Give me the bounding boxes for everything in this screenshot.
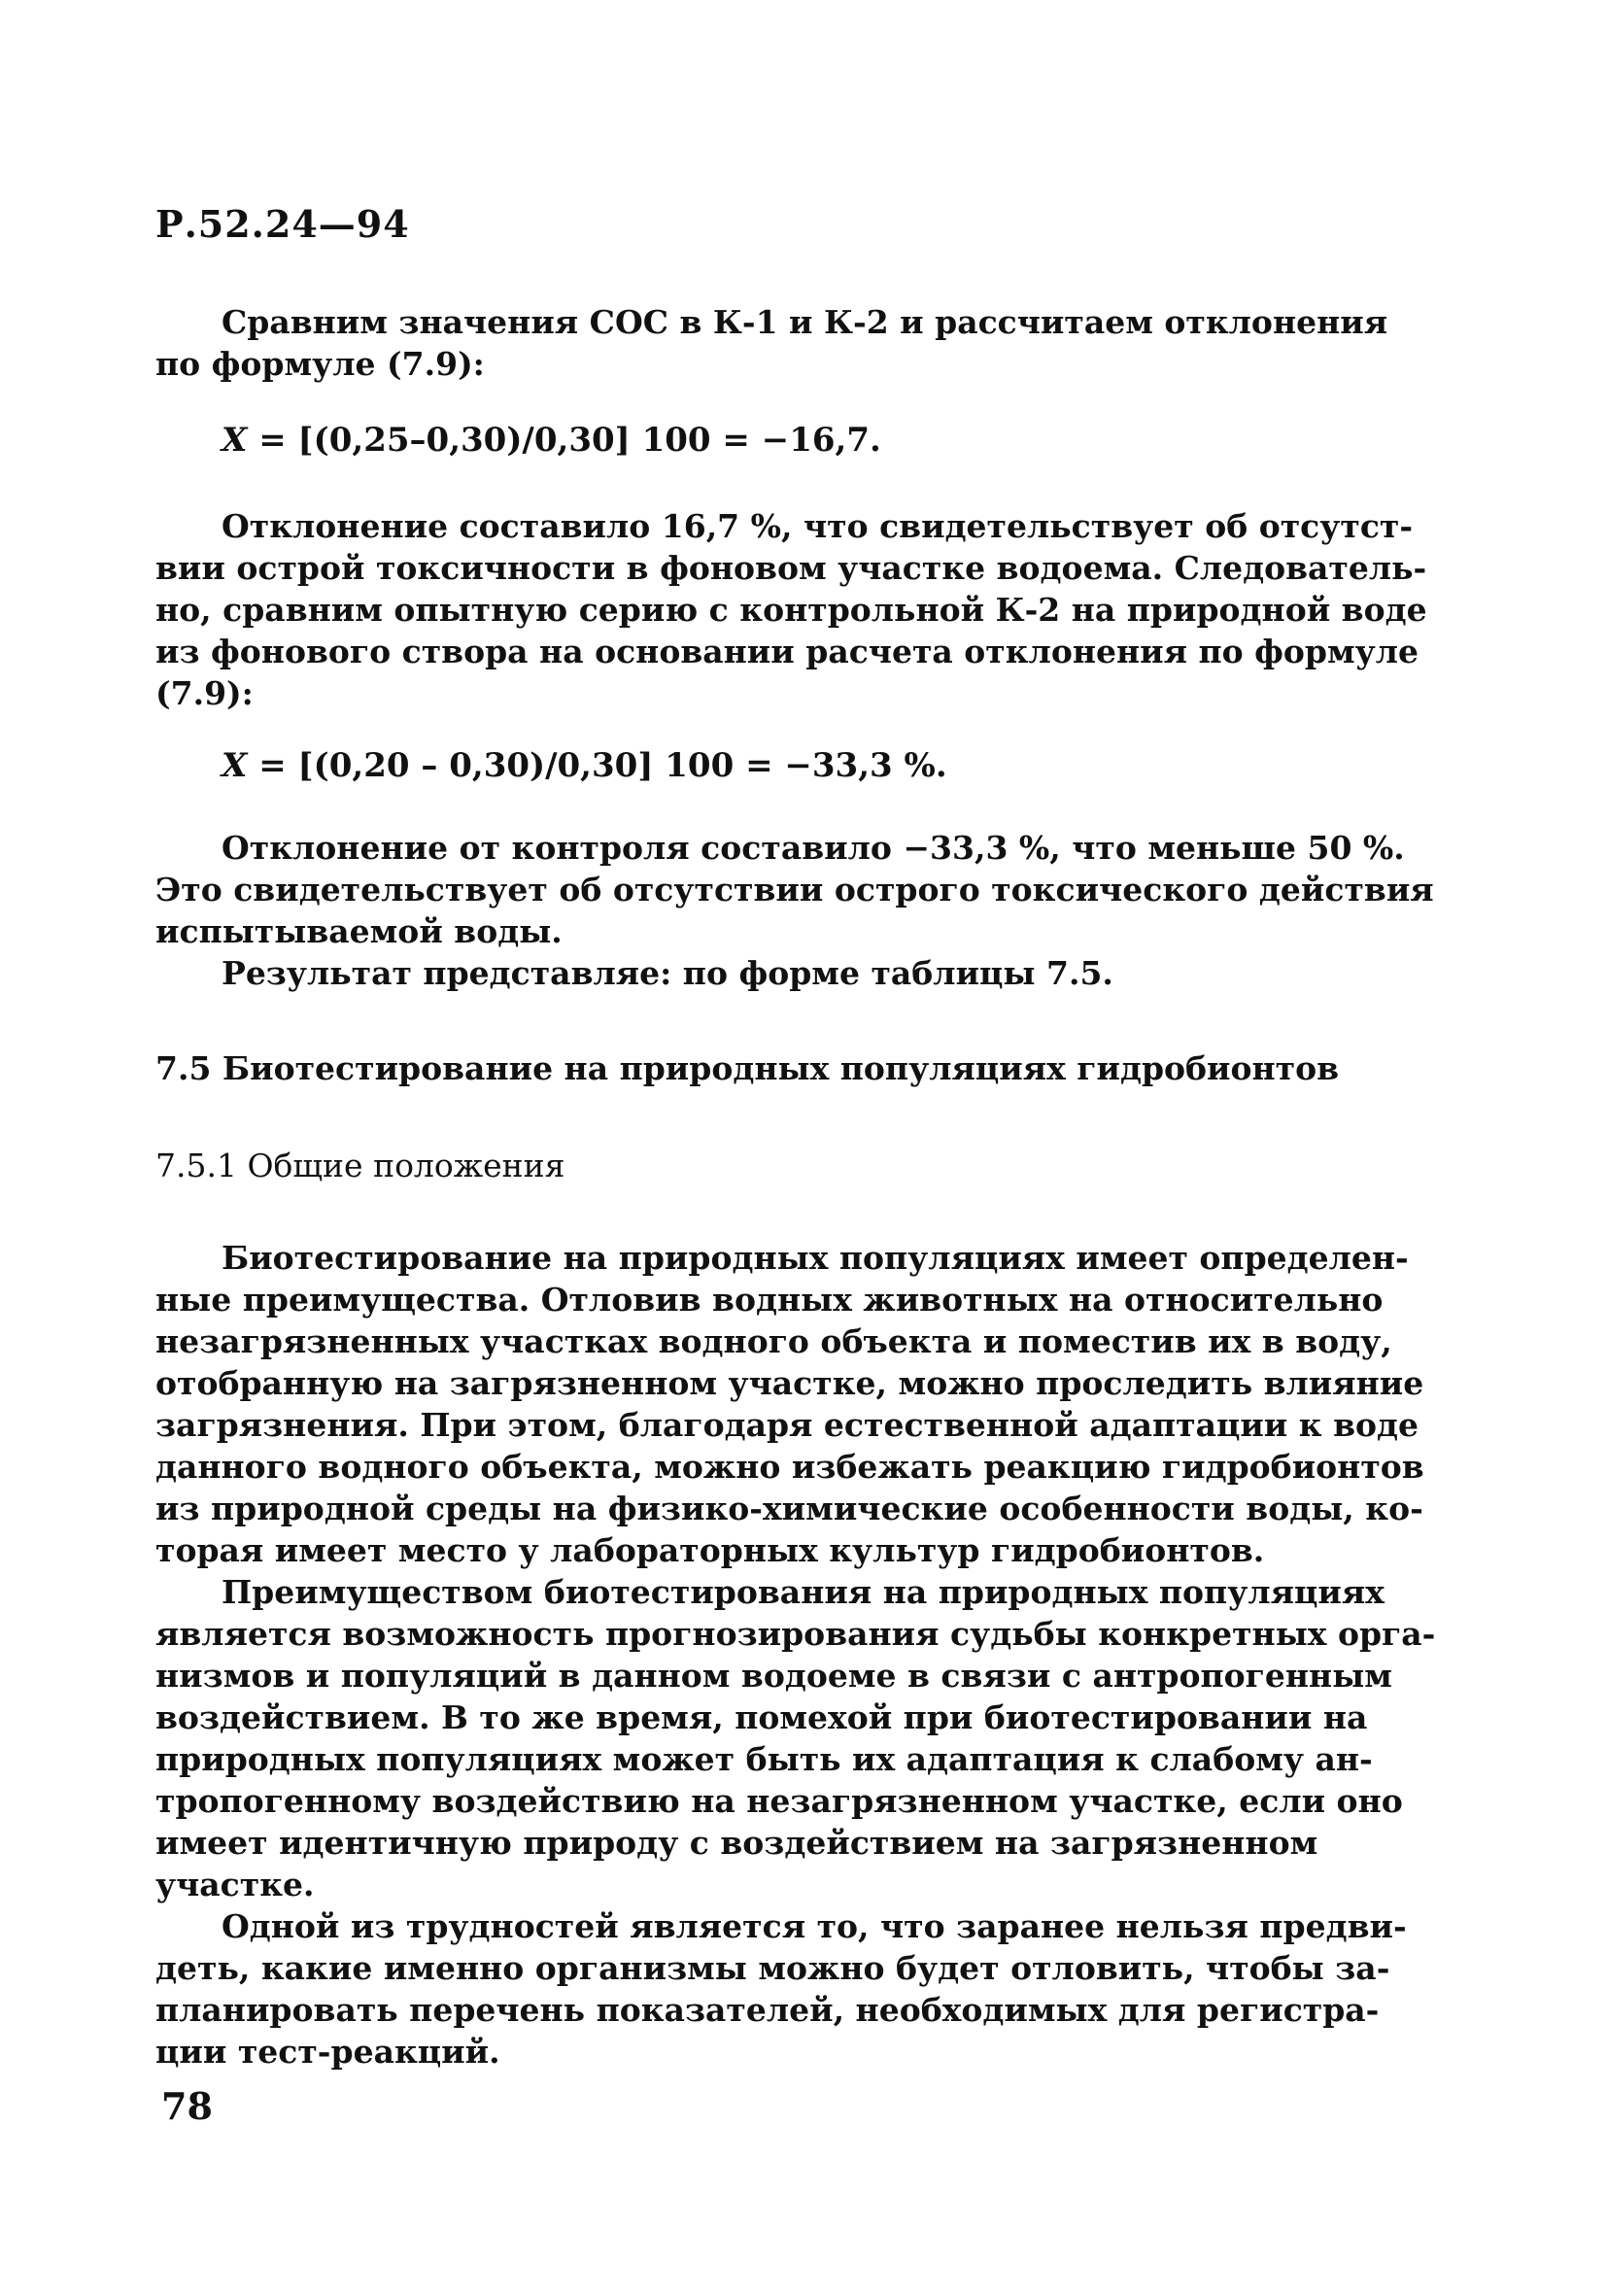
paragraph-line: природных популяциях может быть их адаптация к слабому ан- [155,1740,1373,1778]
paragraph-line: вии острой токсичности в фоновом участке водоема. Следователь- [155,549,1427,587]
paragraph-line: Это свидетельствует об отсутствии острого токсического действия [155,871,1434,908]
paragraph-line: тропогенному воздействию на незагрязненном участке, если оно [155,1782,1403,1820]
paragraph-line: Отклонение от контроля составило −33,3 %, что меньше 50 %. [222,829,1405,867]
paragraph-line: Биотестирование на природных популяциях имеет определен- [222,1239,1409,1277]
paragraph-line: незагрязненных участках водного объекта и поместив их в воду, [155,1322,1392,1360]
document-code: Р.52.24—94 [155,202,410,246]
paragraph-line: Отклонение составило 16,7 %, что свидетельствует об отсутст- [222,507,1414,545]
paragraph-line: данного водного объекта, можно избежать реакцию гидробионтов [155,1448,1424,1486]
paragraph-line: по формуле (7.9): [155,345,485,383]
paragraph-line: имеет идентичную природу с воздействием на загрязненном [155,1824,1318,1862]
paragraph-line: Результат представляе: по форме таблицы 7.5. [222,954,1113,992]
paragraph-line: деть, какие именно организмы можно будет отловить, чтобы за- [155,1949,1390,1987]
subsection-heading: 7.5.1 Общие положения [155,1147,565,1184]
paragraph-line: торая имеет место у лабораторных культур гидробионтов. [155,1531,1265,1569]
paragraph-line: ции тест-реакций. [155,2033,500,2071]
formula-2 [222,746,947,785]
page-number: 78 [161,2084,213,2128]
paragraph-line: из природной среды на физико-химические особенности воды, ко- [155,1490,1423,1527]
formula-variable: X [222,421,248,460]
paragraph-line: планировать перечень показателей, необходимых для регистра- [155,1991,1380,2029]
paragraph-line: загрязнения. При этом, благодаря естественной адаптации к воде [155,1406,1419,1444]
paragraph-line: (7.9): [155,674,254,712]
paragraph-line: Сравним значения СОС в К-1 и К-2 и рассчитаем отклонения [222,303,1388,341]
formula-expression: = [(0,20 – 0,30)/0,30] 100 = −33,3 %. [247,746,947,785]
paragraph-line: участке. [155,1866,315,1903]
paragraph-line: является возможность прогнозирования судьбы конкретных орга- [155,1615,1436,1653]
paragraph-line: но, сравним опытную серию с контрольной К-2 на природной воде [155,591,1427,629]
formula-variable: X [222,746,248,785]
section-heading: 7.5 Биотестирование на природных популяциях гидробионтов [155,1049,1340,1087]
paragraph-line: ные преимущества. Отловив водных животных на относительно [155,1281,1384,1319]
paragraph-line: из фонового створа на основании расчета отклонения по формуле [155,633,1419,670]
paragraph-line: Одной из трудностей является то, что заранее нельзя предви- [222,1907,1407,1945]
paragraph-line: воздействием. В то же время, помехой при биотестировании на [155,1698,1368,1736]
paragraph-line: отобранную на загрязненном участке, можно проследить влияние [155,1364,1424,1402]
paragraph-line: низмов и популяций в данном водоеме в связи с антропогенным [155,1657,1392,1695]
formula-1 [222,421,881,460]
paragraph-line: Преимуществом биотестирования на природных популяциях [222,1573,1385,1611]
formula-expression: = [(0,25–0,30)/0,30] 100 = −16,7. [247,421,881,460]
paragraph-line: испытываемой воды. [155,912,563,950]
